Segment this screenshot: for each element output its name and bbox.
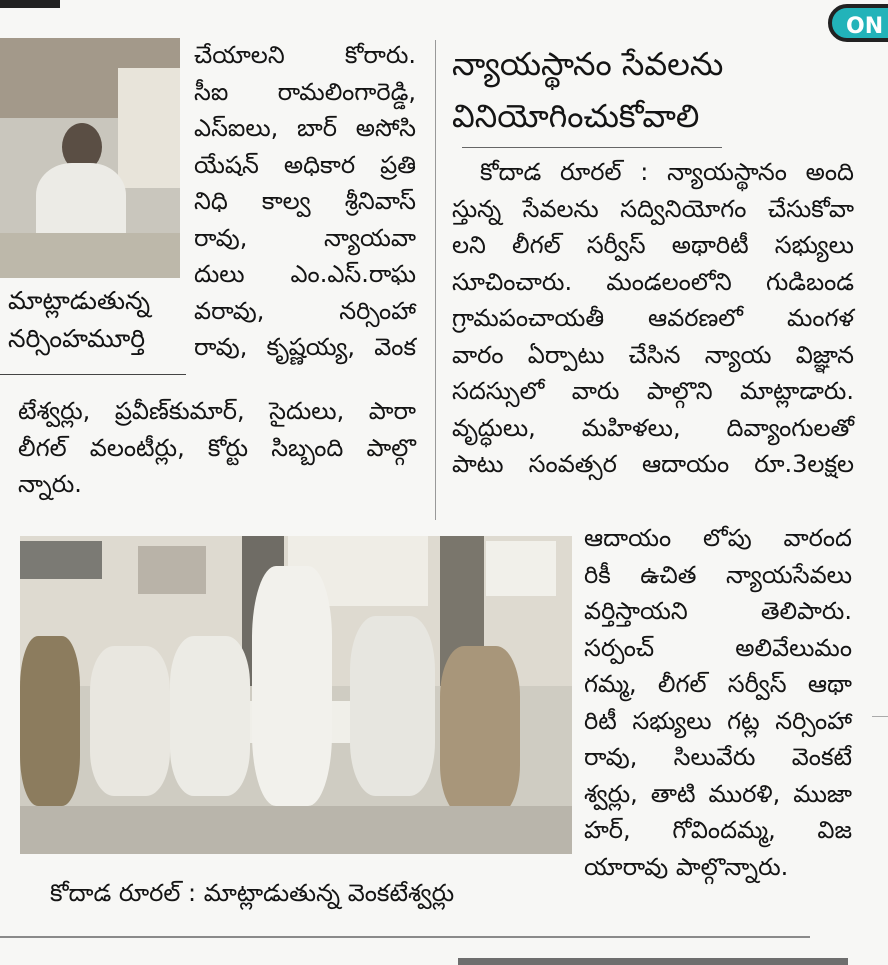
text-line: గమ్మ, లీగల్ సర్వీస్ ఆథా xyxy=(584,670,852,698)
main-photo-caption: కోదాడ రూరల్ : మాట్లాడుతున్న వెంకటేశ్వర్లు xyxy=(50,879,455,907)
text-line: యేషన్ అధికార ప్రతి xyxy=(194,150,416,179)
column-divider xyxy=(435,40,436,520)
text-line: వృద్ధులు, మహిళలు, దివ్యాంగులతో xyxy=(452,413,854,442)
text-line: హర్, గోవిందమ్మ, విజ xyxy=(584,816,852,844)
text-line: యారావు పాల్గొన్నారు. xyxy=(584,852,789,881)
text-line: లీగల్ వలంటీర్లు, కోర్టు సిబ్బంది పాల్గొ xyxy=(18,433,416,462)
text-line: సీఐ రామలింగారెడ్డి, xyxy=(194,77,416,106)
text-line: రికీ ఉచిత న్యాయసేవలు xyxy=(584,560,852,589)
article-body-wide xyxy=(452,154,854,483)
masthead-edge xyxy=(0,0,60,8)
text-line: రావు, కృష్ణయ్య, వెంక xyxy=(194,333,416,361)
text-line: రావు, న్యాయవా xyxy=(194,223,416,252)
text-line: ఆదాయం లోపు వారంద xyxy=(584,524,852,552)
text-line: వర్తిస్తాయని తెలిపారు. xyxy=(584,597,852,625)
caption-divider xyxy=(0,374,186,375)
online-badge: ON xyxy=(828,4,888,42)
text-line: రిటీ సభ్యులు గట్ల నర్సింహా xyxy=(584,706,852,735)
article-body-narrow xyxy=(584,520,852,885)
text-line: ఎస్ఐలు, బార్ అసోసి xyxy=(194,114,416,142)
text-line: నిధి కాల్వ శ్రీనివాస్ xyxy=(194,187,416,215)
text-line: న్నారు. xyxy=(18,470,82,498)
text-line: కోదాడ రూరల్ : న్యాయస్థానం అంది xyxy=(480,158,854,186)
text-line: దులు ఎం.ఎస్.రాఘ xyxy=(194,260,416,288)
text-line: చేయాలని కోరారు. xyxy=(194,41,416,69)
text-line: శ్వర్లు, తాటి మురళి, ముజా xyxy=(584,779,852,808)
text-line: సూచించారు. మండలంలోని గుడిబండ xyxy=(452,267,854,296)
small-photo-caption xyxy=(8,282,150,358)
caption-line: నర్సింహమూర్తి xyxy=(8,324,146,353)
text-line: స్తున్న సేవలను సద్వినియోగం చేసుకోవా xyxy=(452,194,854,223)
text-line: గ్రామపంచాయతీ ఆవరణలో మంగళ xyxy=(452,304,854,332)
caption-line: మాట్లాడుతున్న xyxy=(8,286,151,315)
text-line: వరావు, నర్సింహా xyxy=(194,296,416,325)
text-line: పాటు సంవత్సర ఆదాయం రూ.3లక్షల xyxy=(452,450,854,478)
text-line: సదస్సులో వారు పాల్గొని మాట్లాడారు. xyxy=(452,377,854,405)
text-line: లని లీగల్ సర్వీస్ అథారిటీ సభ్యులు xyxy=(452,231,854,259)
headline-underline xyxy=(462,147,722,148)
text-line: టేశ్వర్లు, ప్రవీణ్‌కుమార్, సైదులు, పారా xyxy=(18,397,416,425)
speaker-photo-small xyxy=(0,38,180,278)
next-article-image-edge xyxy=(458,958,848,965)
headline-line: న్యాయస్థానం సేవలను xyxy=(452,45,724,83)
left-column-side-text xyxy=(194,37,416,366)
event-photo-main xyxy=(20,536,572,854)
headline-line: వినియోగించుకోవాలి xyxy=(452,97,700,135)
bottom-divider xyxy=(0,936,810,938)
right-margin-tick xyxy=(872,716,888,717)
text-line: వారం ఏర్పాటు చేసిన న్యాయ విజ్ఞాన xyxy=(452,340,854,369)
left-column-full-text xyxy=(18,393,416,503)
text-line: సర్పంచ్ అలివేలుమం xyxy=(584,633,852,662)
text-line: రావు, సిలువేరు వెంకటే xyxy=(584,743,852,771)
article-headline xyxy=(452,38,723,142)
